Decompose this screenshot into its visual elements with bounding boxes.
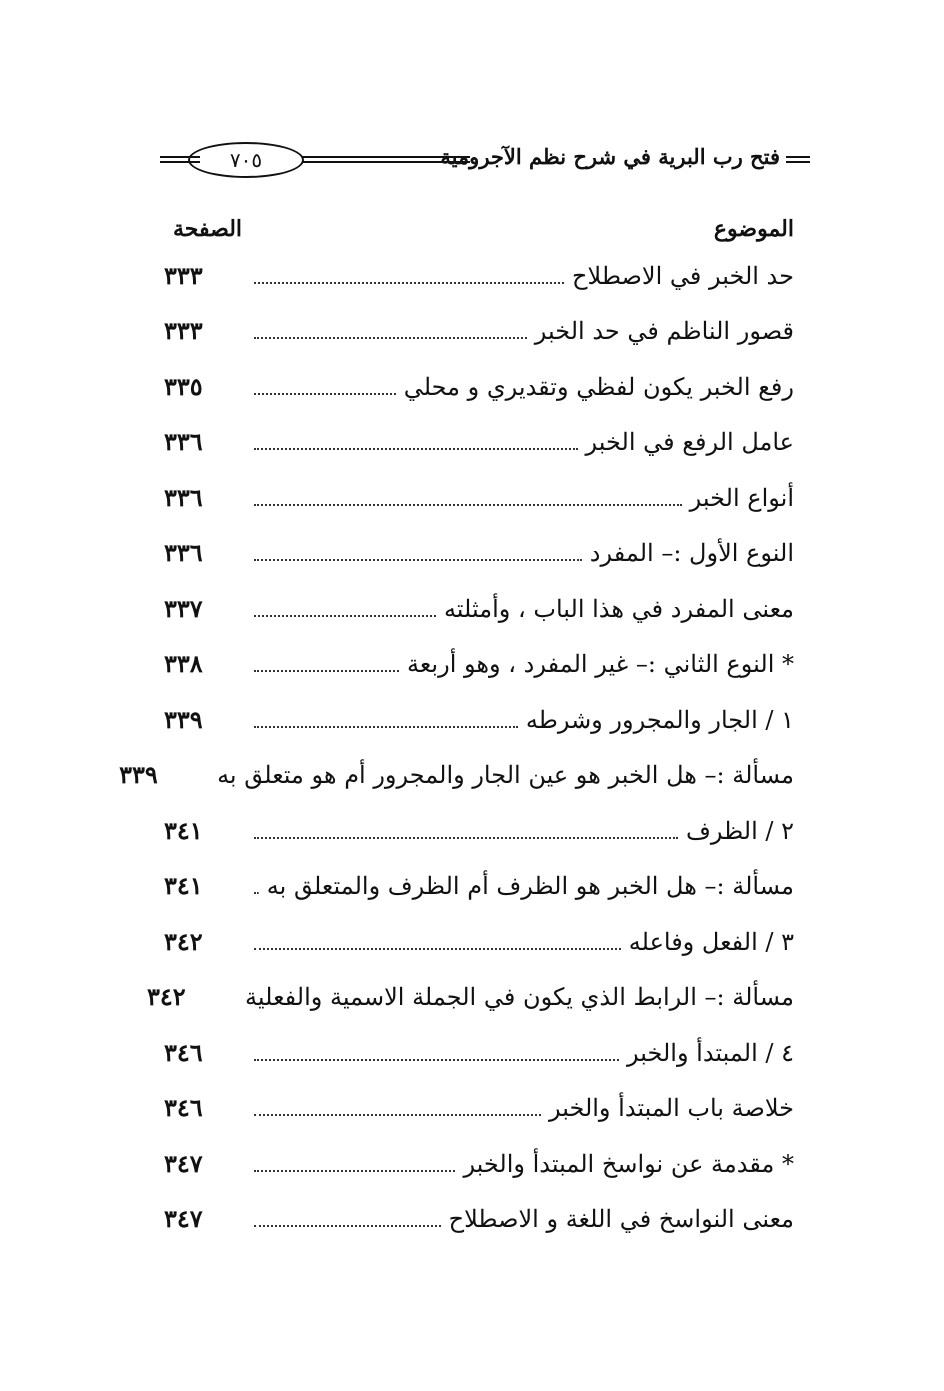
toc-entry bbox=[164, 304, 794, 360]
toc-entry-title: أنواع الخبر bbox=[689, 483, 794, 512]
toc-list bbox=[119, 248, 794, 1247]
toc-entry-title: ٣ / الفعل وفاعله bbox=[628, 927, 794, 956]
toc-entry-title: ٤ / المبتدأ والخبر bbox=[626, 1038, 794, 1067]
toc-entry bbox=[119, 748, 794, 804]
toc-entry-page: ٣٤٧ bbox=[164, 1148, 203, 1178]
toc-entry-page: ٣٣٩ bbox=[119, 760, 158, 790]
toc-entry-title: عامل الرفع في الخبر bbox=[585, 428, 794, 457]
toc-leader-dots bbox=[254, 948, 621, 950]
toc-entry-page: ٣٤١ bbox=[164, 871, 203, 901]
book-title: فتح رب البرية في شرح نظم الآجرومية bbox=[440, 144, 780, 169]
toc-entry-title: * مقدمة عن نواسخ المبتدأ والخبر bbox=[463, 1149, 794, 1178]
toc-entry-page: ٣٣٥ bbox=[164, 371, 203, 401]
toc-entry-page: ٣٣٦ bbox=[164, 427, 203, 457]
toc-entry-page: ٣٣٦ bbox=[164, 538, 203, 568]
toc-leader-dots bbox=[254, 393, 396, 395]
toc-leader-dots bbox=[254, 1170, 455, 1172]
toc-entry-title: مسألة :– هل الخبر هو الظرف أم الظرف والمتعلق به bbox=[266, 872, 794, 901]
toc-entry-title: * النوع الثاني :– غير المفرد ، وهو أربعة bbox=[406, 650, 794, 679]
toc-entry-title: خلاصة باب المبتدأ والخبر bbox=[548, 1094, 794, 1123]
toc-entry bbox=[164, 1136, 794, 1192]
toc-entry bbox=[164, 637, 794, 693]
toc-entry bbox=[164, 1025, 794, 1081]
toc-leader-dots bbox=[254, 448, 578, 450]
toc-entry bbox=[164, 470, 794, 526]
toc-entry-title: قصور الناظم في حد الخبر bbox=[534, 317, 794, 346]
toc-entry-page: ٣٣٣ bbox=[164, 260, 203, 290]
toc-leader-dots bbox=[254, 670, 399, 672]
toc-entry-page: ٣٣٨ bbox=[164, 649, 203, 679]
toc-entry-page: ٣٣٦ bbox=[164, 482, 203, 512]
toc-entry bbox=[164, 914, 794, 970]
toc-leader-dots bbox=[254, 1225, 441, 1227]
column-head-topic: الموضوع bbox=[713, 216, 794, 242]
toc-leader-dots bbox=[254, 337, 527, 339]
toc-entry-title: معنى النواسخ في اللغة و الاصطلاح bbox=[448, 1205, 794, 1234]
toc-leader-dots bbox=[254, 504, 682, 506]
toc-entry-page: ٣٤٦ bbox=[164, 1037, 203, 1067]
header-rule-middle bbox=[275, 156, 470, 163]
toc-leader-dots bbox=[254, 282, 564, 284]
toc-entry-title: معنى المفرد في هذا الباب ، وأمثلته bbox=[443, 594, 794, 623]
toc-entry bbox=[164, 248, 794, 304]
toc-entry bbox=[164, 692, 794, 748]
toc-entry bbox=[164, 415, 794, 471]
toc-entry-title: ٢ / الظرف bbox=[685, 816, 794, 845]
toc-entry-title: مسألة :– هل الخبر هو عين الجار والمجرور أم هو متعلق به bbox=[217, 761, 794, 790]
toc-entry-page: ٣٣٣ bbox=[164, 316, 203, 346]
toc-entry-page: ٣٤٧ bbox=[164, 1204, 203, 1234]
toc-entry-page: ٣٣٩ bbox=[164, 704, 203, 734]
toc-leader-dots bbox=[254, 892, 259, 894]
toc-entry bbox=[164, 1192, 794, 1248]
toc-entry-title: مسألة :– الرابط الذي يكون في الجملة الاسمية والفعلية bbox=[245, 983, 794, 1012]
toc-entry-page: ٣٤٢ bbox=[147, 982, 186, 1012]
toc-leader-dots bbox=[254, 559, 582, 561]
header-rule-right bbox=[786, 156, 810, 163]
toc-entry-title: ١ / الجار والمجرور وشرطه bbox=[525, 705, 794, 734]
toc-entry-title: رفع الخبر يكون لفظي وتقديري و محلي bbox=[403, 372, 794, 401]
running-header bbox=[160, 138, 810, 180]
header-rule-left bbox=[160, 156, 200, 163]
toc-entry bbox=[164, 526, 794, 582]
toc-entry bbox=[164, 803, 794, 859]
toc-entry-page: ٣٤١ bbox=[164, 815, 203, 845]
toc-leader-dots bbox=[254, 615, 436, 617]
toc-entry-title: حد الخبر في الاصطلاح bbox=[572, 261, 794, 290]
toc-entry-title: النوع الأول :– المفرد bbox=[589, 539, 794, 568]
toc-entry bbox=[164, 1081, 794, 1137]
toc-leader-dots bbox=[254, 726, 518, 728]
toc-leader-dots bbox=[254, 1114, 541, 1116]
toc-leader-dots bbox=[254, 1059, 619, 1061]
toc-entry bbox=[164, 581, 794, 637]
toc-entry-page: ٣٤٦ bbox=[164, 1093, 203, 1123]
toc-entry bbox=[164, 859, 794, 915]
toc-entry-page: ٣٣٧ bbox=[164, 593, 203, 623]
column-head-page: الصفحة bbox=[173, 216, 243, 242]
toc-entry bbox=[164, 359, 794, 415]
page-number: ٧٠٥ bbox=[188, 142, 304, 178]
toc-entry-page: ٣٤٢ bbox=[164, 926, 203, 956]
toc-leader-dots bbox=[254, 837, 678, 839]
toc-entry bbox=[147, 970, 794, 1026]
